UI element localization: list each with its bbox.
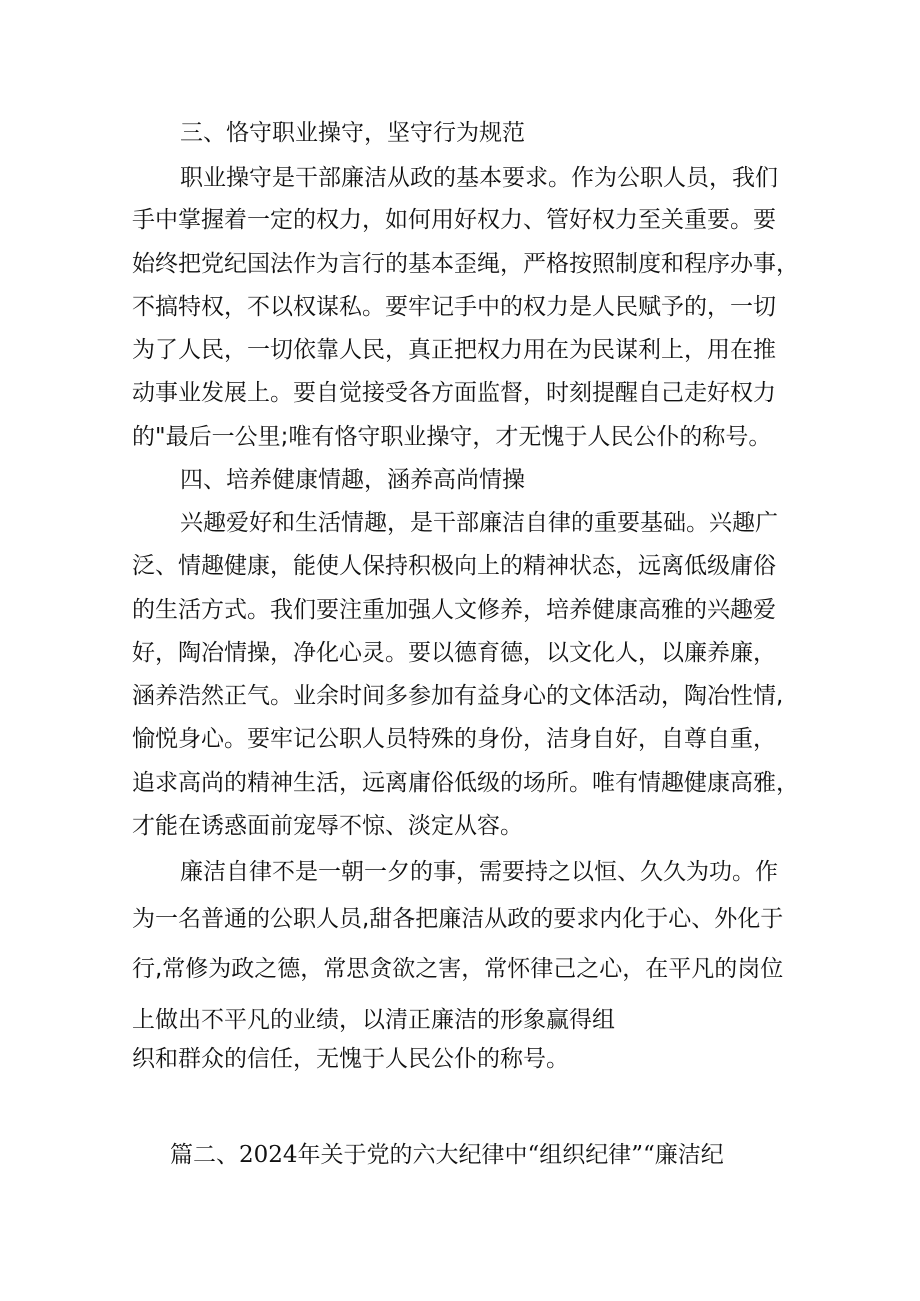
paragraph-line: 廉洁自律不是一朝一夕的事，需要持之以恒、久久为功。作 (180, 859, 778, 885)
section-heading: 三、恪守职业操守，坚守行为规范 (180, 120, 525, 146)
paragraph-line: 不搞特权，不以权谋私。要牢记手中的权力是人民赋予的，一切 (132, 294, 776, 320)
paragraph-line: 为一名普通的公职人员,甜各把廉洁从政的要求内化于心、外化于 (132, 906, 784, 932)
paragraph-line: 职业操守是干部廉洁从政的基本要求。作为公职人员，我们 (180, 165, 778, 191)
paragraph-line: 才能在诱惑面前宠辱不惊、淡定从容。 (132, 813, 523, 839)
paragraph-line: 手中掌握着一定的权力，如何用好权力、管好权力至关重要。要 (132, 207, 776, 233)
paragraph-line: 的生活方式。我们要注重加强人文修养，培养健康高雅的兴趣爱 (132, 597, 776, 623)
paragraph-line: 行,常修为政之德，常思贪欲之害，常怀律己之心，在平凡的岗位 (132, 956, 784, 982)
paragraph-line: 动事业发展上。要自觉接受各方面监督，时刻提醒自己走好权力 (132, 380, 776, 406)
paragraph-line: 上做出不平凡的业绩，以清正廉洁的形象赢得组 (132, 1007, 615, 1033)
paragraph-line: 好，陶冶情操，净化心灵。要以德育德，以文化人，以廉养廉， (132, 640, 776, 666)
paragraph-line: 涵养浩然正气。业余时间多参加有益身心的文体活动，陶冶性情, (132, 683, 784, 709)
section-heading: 四、培养健康情趣，涵养高尚情操 (180, 467, 525, 493)
paragraph-line: 织和群众的信任，无愧于人民公仆的称号。 (132, 1046, 569, 1072)
paragraph-line: 愉悦身心。要牢记公职人员特殊的身份，洁身自好，自尊自重， (132, 726, 776, 752)
paragraph-line: 为了人民，一切依靠人民，真正把权力用在为民谋利上，用在推 (132, 337, 776, 363)
paragraph-line: 的"最后一公里;唯有恪守职业操守，才无愧于人民公仆的称号。 (132, 424, 772, 450)
paragraph-line: 泛、情趣健康，能使人保持积极向上的精神状态，远离低级庸俗 (132, 553, 776, 579)
next-article-title: 篇二、2024年关于党的六大纪律中“组织纪律”“廉洁纪 (170, 1142, 724, 1168)
paragraph-line: 兴趣爱好和生活情趣，是干部廉洁自律的重要基础。兴趣广 (180, 510, 778, 536)
paragraph-line: 始终把党纪国法作为言行的基本歪绳，严格按照制度和程序办事， (132, 251, 799, 277)
paragraph-line: 追求高尚的精神生活，远离庸俗低级的场所。唯有情趣健康高雅， (132, 770, 799, 796)
